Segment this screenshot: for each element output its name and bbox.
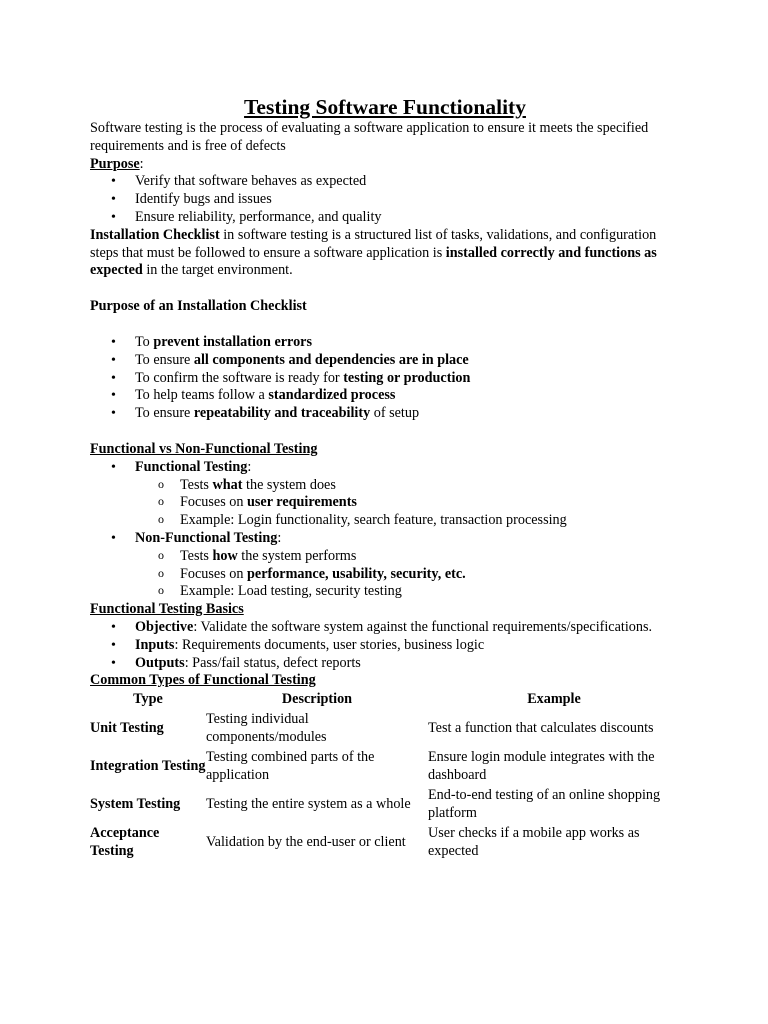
table-header-row — [90, 690, 680, 710]
basics-list — [90, 619, 680, 672]
item-text: of setup — [370, 405, 420, 422]
table-cell-example: Test a function that calculates discounts — [428, 720, 654, 736]
checklist-purpose-item — [90, 352, 680, 370]
table-cell-example: End-to-end testing of an online shopping platform — [428, 787, 661, 821]
checklist-purpose-heading-text: Purpose of an Installation Checklist — [90, 298, 307, 315]
item-bold: testing or production — [343, 369, 471, 386]
table-cell-example: User checks if a mobile app works as expected — [428, 825, 640, 859]
item-text: To — [135, 333, 154, 350]
basics-heading: Functional Testing Basics — [90, 601, 244, 618]
nonfunctional-sub-item — [90, 566, 680, 584]
item-bold: Objective — [135, 618, 194, 635]
column-header: Example — [527, 691, 581, 708]
nonfunctional-testing-item — [90, 530, 680, 548]
functional-sub-list — [90, 477, 680, 530]
functional-sub-item — [90, 512, 680, 530]
item-text: Tests — [180, 476, 213, 493]
nonfunctional-sub-item — [90, 548, 680, 566]
basics-item — [90, 637, 680, 655]
installation-paragraph — [90, 227, 680, 280]
fvnf-list-2 — [90, 530, 680, 548]
document-title: Testing Software Functionality — [244, 95, 526, 119]
column-header: Description — [281, 691, 353, 708]
basics-item — [90, 619, 680, 637]
document-page — [90, 94, 680, 862]
purpose-item: • Ensure reliability, performance, and quality — [90, 209, 680, 227]
fvnf-list — [90, 459, 680, 477]
item-text: : Validate the software system against the functional requirements/specifications. — [193, 618, 653, 635]
item-bold: prevent installation errors — [153, 333, 313, 350]
table-row — [90, 748, 680, 786]
item-text: the system performs — [237, 547, 357, 564]
nonfunctional-sub-list — [90, 548, 680, 601]
table-row — [90, 824, 680, 862]
item-text: Focuses on — [180, 494, 247, 511]
types-heading-line — [90, 672, 680, 690]
item-text: To help teams follow a — [135, 387, 269, 404]
table-cell-description: Testing the entire system as a whole — [206, 796, 411, 812]
checklist-purpose-list — [90, 334, 680, 423]
types-table — [90, 690, 680, 862]
purpose-item: • Verify that software behaves as expected — [90, 173, 680, 191]
table-cell-type: Acceptance Testing — [90, 825, 160, 859]
item-text: To confirm the software is ready for — [135, 369, 344, 386]
fvnf-heading: Functional vs Non-Functional Testing — [90, 440, 318, 457]
purpose-heading: Purpose — [90, 155, 140, 172]
table-cell-description: Testing individual components/modules — [206, 711, 327, 745]
table-cell-description: Validation by the end-user or client — [206, 834, 406, 850]
installation-text-a: in software testing is a structured list of tasks, validations, and configuration steps that must be followed to ensure a software application is — [90, 226, 657, 261]
item-text: Example: Login functionality, search feature, transaction processing — [180, 512, 567, 529]
table-cell-description: Testing combined parts of the application — [206, 749, 375, 783]
colon: : — [277, 529, 282, 546]
nonfunctional-testing-label: Non-Functional Testing — [135, 529, 278, 546]
item-bold: user requirements — [247, 494, 357, 511]
item-bold: standardized process — [268, 387, 396, 404]
table-cell-type: Integration Testing — [90, 758, 206, 774]
item-bold: Inputs — [135, 636, 175, 653]
item-text: : Pass/fail status, defect reports — [184, 654, 361, 671]
item-bold: performance, usability, security, etc. — [247, 565, 466, 582]
colon: : — [247, 458, 252, 475]
checklist-purpose-item — [90, 387, 680, 405]
item-bold: all components and dependencies are in place — [193, 351, 469, 368]
item-text: To ensure — [135, 351, 194, 368]
table-row — [90, 710, 680, 748]
item-bold: what — [212, 476, 243, 493]
table-cell-example: Ensure login module integrates with the dashboard — [428, 749, 655, 783]
functional-sub-item — [90, 494, 680, 512]
fvnf-heading-line — [90, 441, 680, 459]
item-bold: repeatability and traceability — [193, 405, 371, 422]
checklist-purpose-heading — [90, 298, 680, 316]
item-bold: Outputs — [135, 654, 185, 671]
nonfunctional-sub-item — [90, 583, 680, 601]
column-header: Type — [133, 691, 163, 708]
checklist-purpose-item — [90, 405, 680, 423]
functional-testing-label: Functional Testing — [135, 458, 248, 475]
types-heading: Common Types of Functional Testing — [90, 672, 316, 689]
basics-item — [90, 655, 680, 673]
intro-paragraph: Software testing is the process of evaluating a software application to ensure it meets the specified requirements and is free of defects — [90, 120, 649, 154]
functional-sub-item — [90, 477, 680, 495]
item-text: Tests — [180, 547, 213, 564]
purpose-item: • Identify bugs and issues — [90, 191, 680, 209]
purpose-heading-colon: : — [139, 155, 144, 172]
table-row — [90, 786, 680, 824]
functional-testing-item — [90, 459, 680, 477]
purpose-list — [90, 173, 680, 226]
installation-text-c: in the target environment. — [142, 262, 293, 279]
item-text: Example: Load testing, security testing — [180, 583, 402, 600]
item-bold: how — [212, 547, 238, 564]
basics-heading-line — [90, 601, 680, 619]
table-cell-type: System Testing — [90, 796, 181, 812]
item-text: To ensure — [135, 405, 194, 422]
item-text: : Requirements documents, user stories, business logic — [174, 636, 485, 653]
checklist-purpose-item — [90, 370, 680, 388]
installation-bold-b: installed correctly and functions as expected — [90, 244, 657, 279]
purpose-heading-line — [90, 156, 680, 174]
table-cell-type: Unit Testing — [90, 720, 164, 736]
item-text: the system does — [242, 476, 336, 493]
item-text: Focuses on — [180, 565, 247, 582]
checklist-purpose-item — [90, 334, 680, 352]
installation-term: Installation Checklist — [90, 226, 220, 243]
